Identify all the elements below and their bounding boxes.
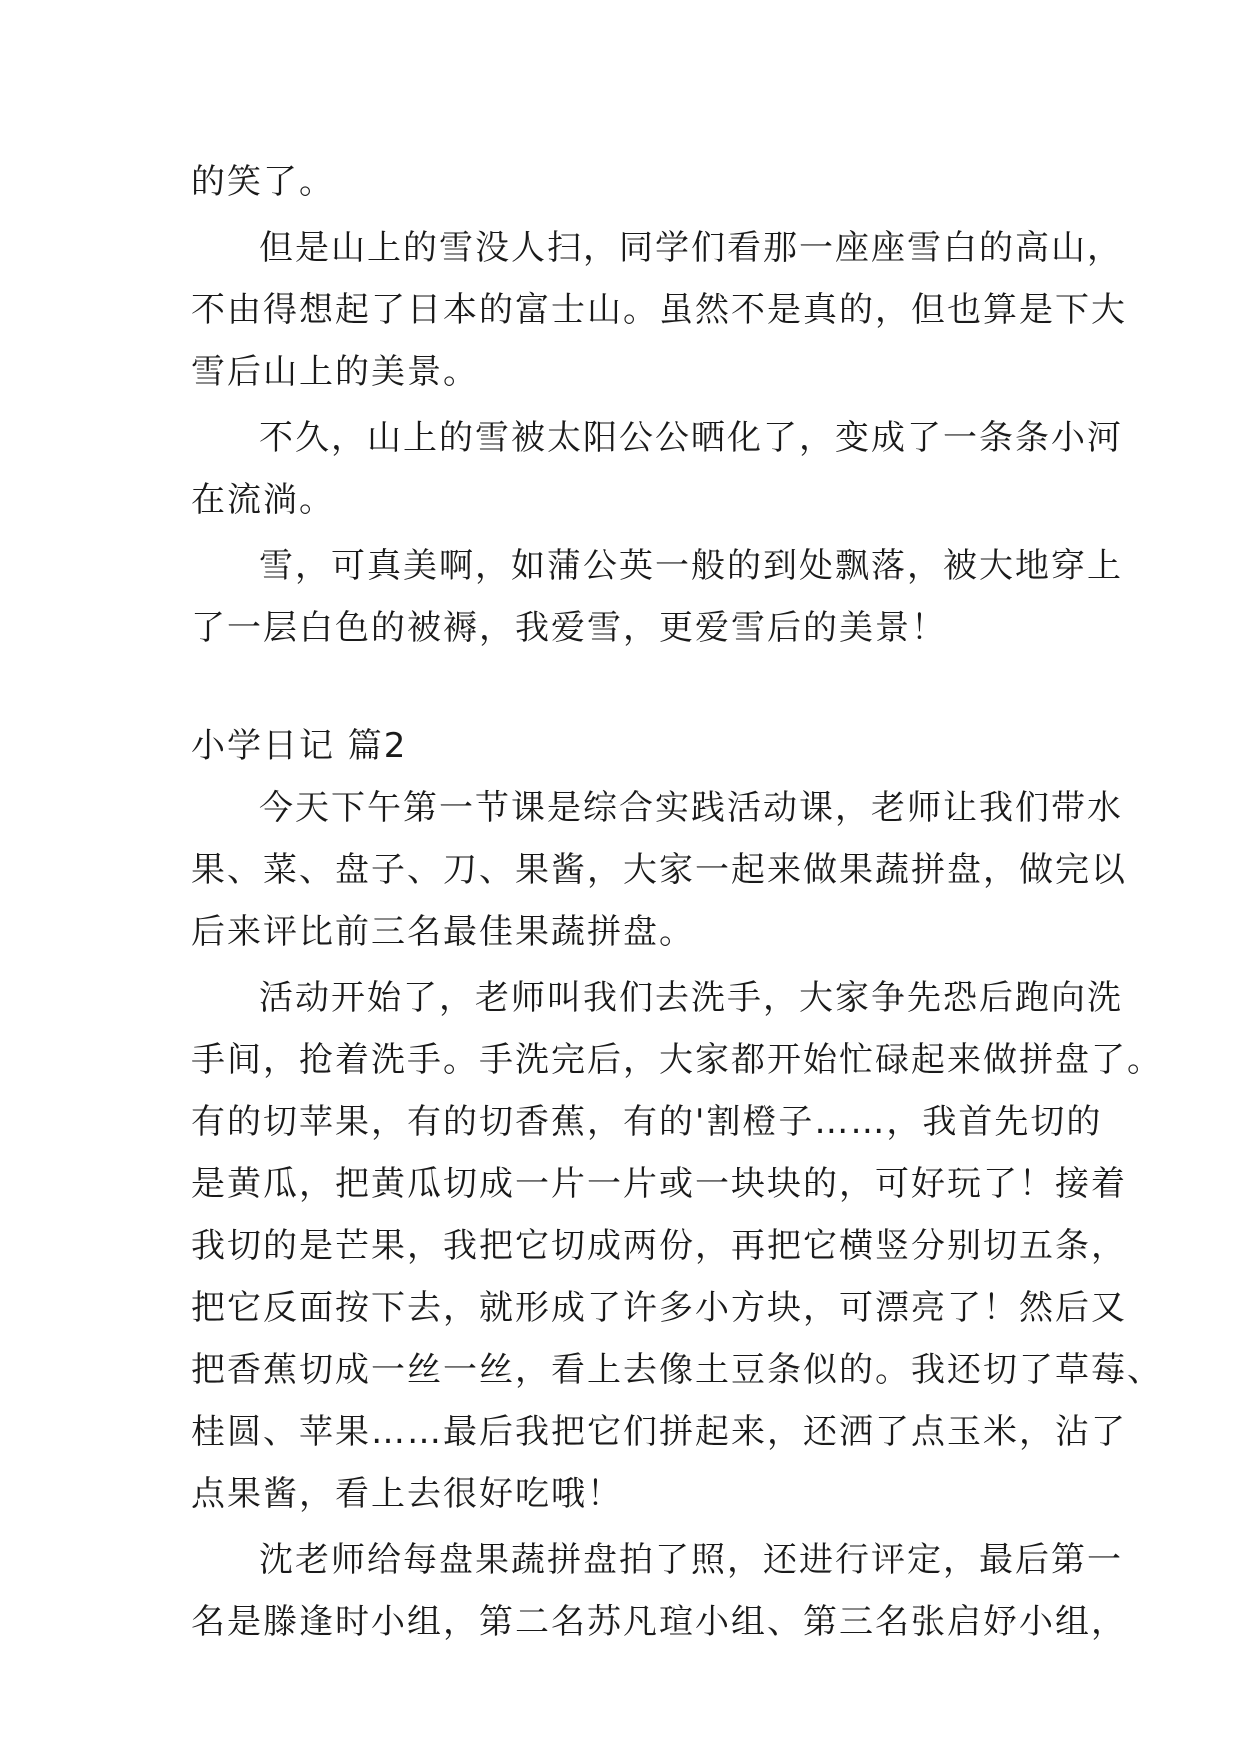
text-line: 了一层白色的被褥，我爱雪，更爱雪后的美景！ (191, 608, 947, 648)
text-line: 手间，抢着洗手。手洗完后，大家都开始忙碌起来做拼盘了。 (191, 1040, 1163, 1080)
text-line: 的笑了。 (191, 162, 335, 202)
text-line: 有的切苹果，有的切香蕉，有的'割橙子……，我首先切的 (191, 1102, 1103, 1142)
text-line: 桂圆、苹果……最后我把它们拼起来，还洒了点玉米，沾了 (191, 1412, 1127, 1452)
text-line: 活动开始了，老师叫我们去洗手，大家争先恐后跑向洗 (259, 978, 1123, 1018)
text-line: 把香蕉切成一丝一丝，看上去像土豆条似的。我还切了草莓、 (191, 1350, 1163, 1390)
text-line: 但是山上的雪没人扫，同学们看那一座座雪白的高山， (259, 228, 1123, 268)
text-line: 今天下午第一节课是综合实践活动课，老师让我们带水 (259, 788, 1123, 828)
text-line: 沈老师给每盘果蔬拼盘拍了照，还进行评定，最后第一 (259, 1540, 1123, 1580)
text-line: 雪，可真美啊，如蒲公英一般的到处飘落，被大地穿上 (259, 546, 1123, 586)
text-line: 是黄瓜，把黄瓜切成一片一片或一块块的，可好玩了！接着 (191, 1164, 1127, 1204)
text-line: 不久，山上的雪被太阳公公晒化了，变成了一条条小河 (259, 418, 1123, 458)
text-line: 在流淌。 (191, 480, 335, 520)
document-body (191, 151, 1163, 1653)
text-line: 点果酱，看上去很好吃哦！ (191, 1474, 623, 1514)
text-line: 后来评比前三名最佳果蔬拼盘。 (191, 912, 695, 952)
section-heading: 小学日记 篇2 (191, 726, 408, 766)
text-line: 我切的是芒果，我把它切成两份，再把它横竖分别切五条， (191, 1226, 1127, 1266)
text-line: 雪后山上的美景。 (191, 352, 479, 392)
text-line: 果、菜、盘子、刀、果酱，大家一起来做果蔬拼盘，做完以 (191, 850, 1127, 890)
text-line: 把它反面按下去，就形成了许多小方块，可漂亮了！然后又 (191, 1288, 1127, 1328)
text-line: 不由得想起了日本的富士山。虽然不是真的，但也算是下大 (191, 290, 1127, 330)
text-line: 名是滕逢时小组，第二名苏凡瑄小组、第三名张启妤小组， (191, 1602, 1127, 1642)
